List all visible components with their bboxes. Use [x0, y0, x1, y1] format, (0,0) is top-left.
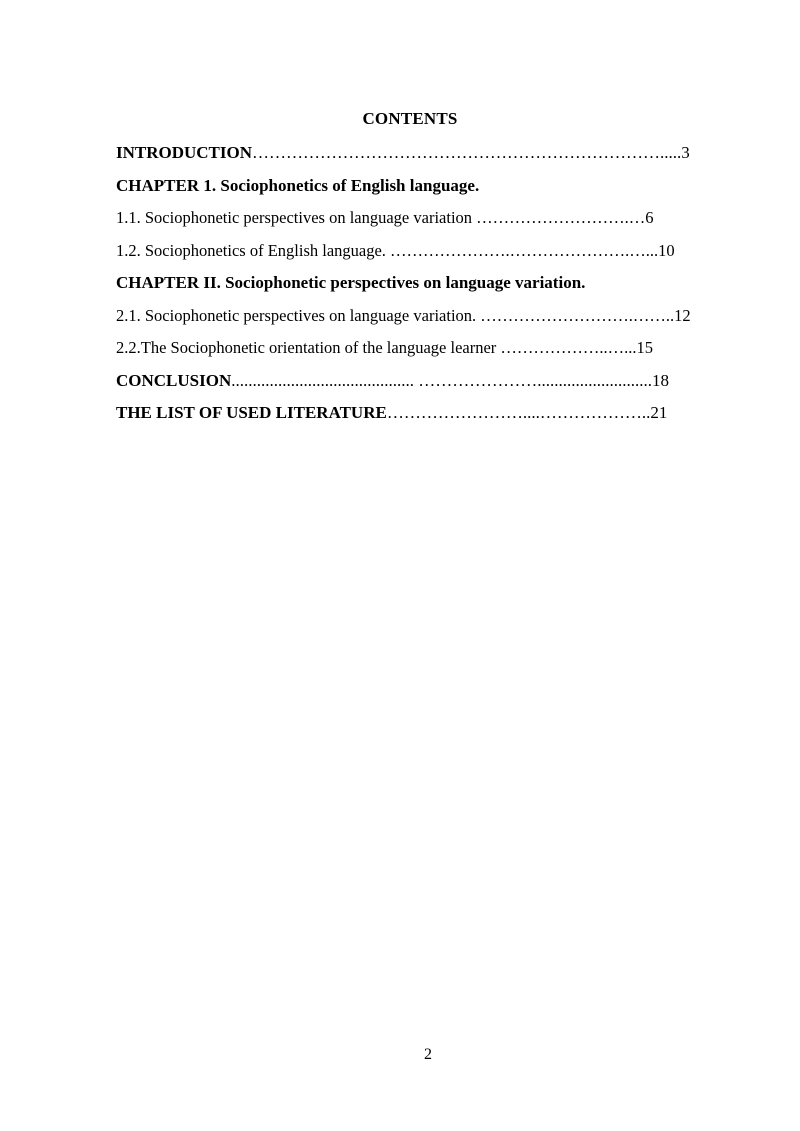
toc-entry-leader: ……………………………………………………………….....3 [252, 143, 690, 162]
toc-entry-leader: ……………………….…6 [472, 208, 654, 227]
toc-entry-label: 2.1. Sociophonetic perspectives on language variation. [116, 305, 477, 325]
toc-entry-chapter-1 [116, 173, 756, 206]
toc-entry-1-1 [116, 205, 756, 238]
page-number: 2 [424, 1046, 432, 1063]
toc-entry-label: 1.1. Sociophonetic perspectives on language variation [116, 208, 473, 227]
toc-entry-conclusion [116, 368, 756, 401]
toc-entry-label: 1.2. Sociophonetics of English language. [116, 240, 386, 260]
toc-entry-label: CONCLUSION [116, 370, 232, 390]
toc-entry-leader: ……………………....………………..21 [386, 403, 668, 422]
toc-entry-1-2 [116, 238, 756, 271]
toc-entry-chapter-2 [116, 270, 756, 303]
toc-entry-label: INTRODUCTION [116, 143, 253, 162]
toc-entry-introduction [116, 140, 756, 173]
toc-entry-leader: ........................................... …………………...........................18 [231, 370, 669, 390]
toc-entry-label: CHAPTER 1. Sociophonetics of English language. [116, 175, 480, 195]
toc-entry-label: THE LIST OF USED LITERATURE [116, 403, 387, 422]
contents-heading: CONTENTS [362, 109, 458, 128]
toc-entry-literature [116, 400, 756, 433]
toc-entry-2-1 [116, 303, 756, 336]
toc-entry-2-2 [116, 335, 756, 368]
toc-entry-label: CHAPTER II. Sociophonetic perspectives on language variation. [116, 273, 586, 292]
toc-entry-leader: ……………………….……..12 [476, 305, 691, 325]
toc-entry-leader: ………………….………………….…...10 [385, 240, 675, 260]
table-of-contents [116, 140, 756, 433]
toc-entry-label: 2.2.The Sociophonetic orientation of the language learner [116, 338, 497, 357]
toc-entry-leader: ………………..…...15 [496, 338, 654, 357]
